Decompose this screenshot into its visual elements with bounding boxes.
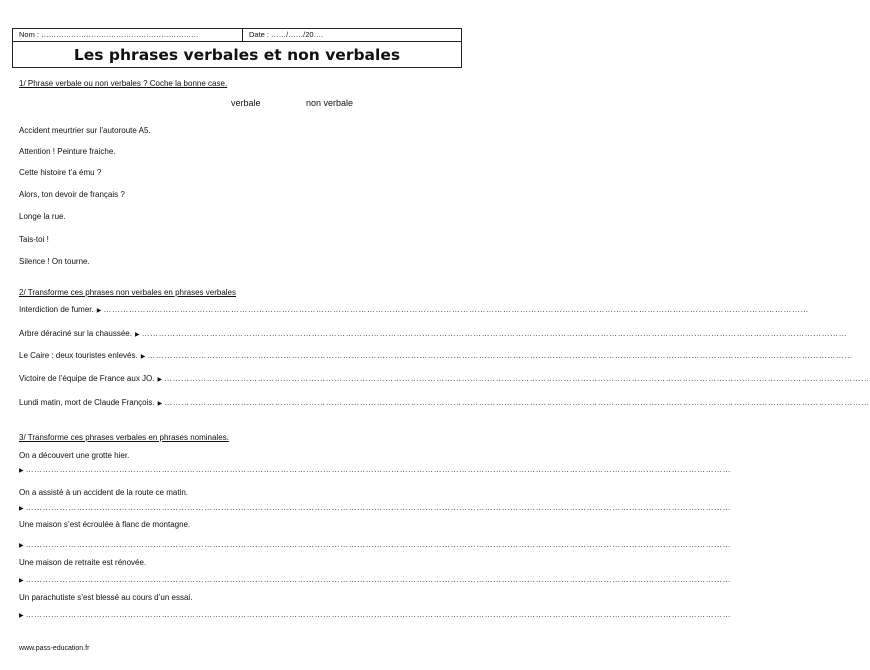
arrow-right-icon: ▶: [19, 578, 24, 584]
answer-line[interactable]: ……………………………………………………………………………………………………………………………………………………………………………………………………………………………: [25, 575, 732, 584]
s3-prompt: On a découvert une grotte hier.: [19, 451, 130, 460]
section2-title: 2/ Transforme ces phrases non verbales en phrases verbales: [19, 288, 237, 297]
s2-row: [19, 329, 848, 341]
header-box: [12, 28, 462, 68]
s1-item: Silence ! On tourne.: [19, 257, 90, 266]
s2-prompt: Interdiction de fumer.: [19, 305, 94, 314]
s2-prompt: Arbre déraciné sur la chaussée.: [19, 329, 132, 338]
answer-line[interactable]: ……………………………………………………………………………………………………………………………………………………………………………………………………………………………: [25, 503, 732, 512]
s1-item: Cette histoire t’a ému ?: [19, 168, 102, 177]
answer-line[interactable]: ……………………………………………………………………………………………………………………………………………………………………………………………………………………………: [25, 465, 732, 474]
s2-row: [19, 351, 853, 363]
s2-prompt: Lundi matin, mort de Claude François.: [19, 398, 155, 407]
column-verbale: verbale: [231, 98, 261, 108]
s1-item: Tais-toi !: [19, 235, 49, 244]
name-field[interactable]: Nom : ………………………………………………………: [13, 29, 243, 41]
arrow-right-icon: ▶: [134, 332, 140, 338]
s3-answer-row: [19, 610, 732, 620]
arrow-right-icon: ▶: [19, 543, 24, 549]
s2-row: [19, 305, 809, 317]
answer-line[interactable]: ……………………………………………………………………………………………………………………………………………………………………………………………………………………………: [141, 329, 848, 338]
arrow-right-icon: ▶: [140, 354, 146, 360]
s1-item: Attention ! Peinture fraiche.: [19, 147, 116, 156]
s1-item: Accident meurtrier sur l’autoroute A5.: [19, 126, 151, 135]
s3-prompt: Un parachutiste s’est blessé au cours d’un essai.: [19, 593, 193, 602]
s3-answer-row: [19, 540, 732, 550]
answer-line[interactable]: ……………………………………………………………………………………………………………………………………………………………………………………………………………………………: [25, 610, 732, 619]
s1-item: Alors, ton devoir de français ?: [19, 190, 125, 199]
arrow-right-icon: ▶: [19, 613, 24, 619]
s2-row: [19, 398, 870, 410]
footer-url[interactable]: www.pass-education.fr: [19, 645, 90, 652]
arrow-right-icon: ▶: [157, 401, 163, 407]
date-field[interactable]: Date : ……/……/20….: [249, 30, 324, 39]
s2-row: [19, 374, 870, 386]
s3-answer-row: [19, 575, 732, 585]
answer-line[interactable]: ……………………………………………………………………………………………………………………………………………………………………………………………………………………………: [164, 398, 870, 407]
section1-title: 1/ Phrase verbale ou non verbales ? Coche la bonne case.: [19, 79, 228, 88]
page-title: Les phrases verbales et non verbales: [73, 46, 401, 64]
s3-prompt: Une maison s’est écroulée à flanc de montagne.: [19, 520, 191, 529]
arrow-right-icon: ▶: [157, 377, 163, 383]
s1-item: Longe la rue.: [19, 212, 66, 221]
s3-answer-row: [19, 503, 732, 513]
answer-line[interactable]: ……………………………………………………………………………………………………………………………………………………………………………………………………………………………: [164, 374, 870, 383]
arrow-right-icon: ▶: [19, 468, 24, 474]
arrow-right-icon: ▶: [19, 506, 24, 512]
header-row: [13, 29, 461, 42]
answer-line[interactable]: ……………………………………………………………………………………………………………………………………………………………………………………………………………………………: [147, 351, 853, 360]
section3-title: 3/ Transforme ces phrases verbales en phrases nominales.: [19, 433, 229, 442]
s2-prompt: Victoire de l’équipe de France aux JO.: [19, 374, 155, 383]
s3-prompt: Une maison de retraite est rénovée.: [19, 558, 147, 567]
answer-line[interactable]: ……………………………………………………………………………………………………………………………………………………………………………………………………………………………: [25, 540, 732, 549]
answer-line[interactable]: ……………………………………………………………………………………………………………………………………………………………………………………………………………………………: [103, 305, 809, 314]
column-non-verbale: non verbale: [306, 98, 354, 108]
s3-answer-row: [19, 465, 732, 475]
s2-prompt: Le Caire : deux touristes enlevés.: [19, 351, 138, 360]
s3-prompt: On a assisté à un accident de la route ce matin.: [19, 488, 188, 497]
arrow-right-icon: ▶: [96, 308, 102, 314]
